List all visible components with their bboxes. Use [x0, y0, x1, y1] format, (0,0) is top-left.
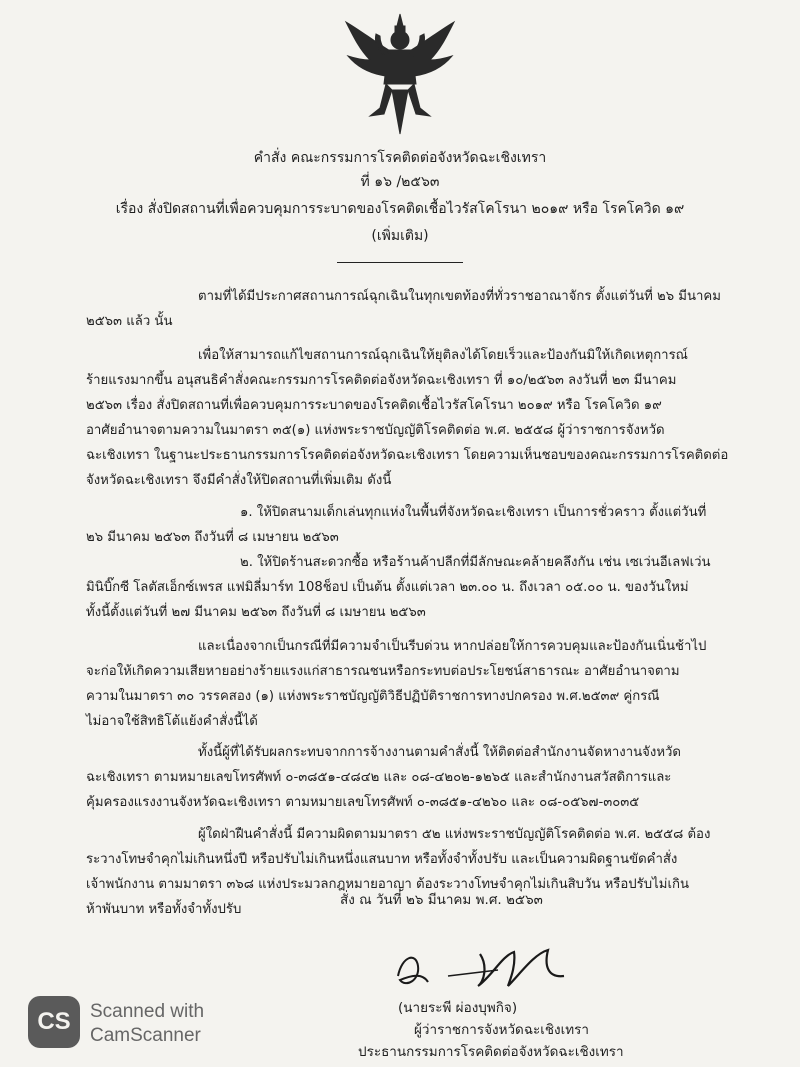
paragraph-urgency: และเนื่องจากเป็นกรณีที่มีความจำเป็นรีบด่วน หากปล่อยให้การควบคุมและป้องกันเนิ่นช้าไป จะก่อให้เกิดความเสียหายอย่างร้ายแรงแก่สาธารณชนหรือกระทบต่อประโยชน์สาธารณะ อาศัยอำนาจตาม ความในมาตรา ๓๐ วรรคสอง (๑) แห่งพระราชบัญญัติวิธีปฏิบัติราชการทางปกครอง พ.ศ.๒๕๓๙ คู่กรณี ไม่อาจใช้สิทธิโต้แย้งคำสั่งนี้ได้	[86, 639, 707, 729]
camscanner-watermark	[28, 996, 258, 1056]
order-number: ที่ ๑๖ /๒๕๖๓	[360, 174, 440, 190]
signoff-date: สั่ง ณ วันที่ ๒๖ มีนาคม พ.ศ. ๒๕๖๓	[340, 892, 543, 908]
signature	[388, 936, 588, 996]
garuda-emblem	[340, 12, 460, 137]
order-item-2: ๒. ให้ปิดร้านสะดวกซื้อ หรือร้านค้าปลีกที่มีลักษณะคล้ายคลึงกัน เช่น เซเว่นอีเลฟเว่น มินิบิ๊กซี โลตัสเอ็กซ์เพรส แฟมิลี่มาร์ท 108ช็อป เป็นต้น ตั้งแต่เวลา ๒๓.๐๐ น. ถึงเวลา ๐๕.๐๐ น. ของวันใหม่ ทั้งนี้ตั้งแต่วันที่ ๒๗ มีนาคม ๒๕๖๓ ถึงวันที่ ๘ เมษายน ๒๕๖๓	[86, 555, 711, 620]
watermark-line-1: Scanned with	[90, 1001, 205, 1022]
paragraph-basis: เพื่อให้สามารถแก้ไขสถานการณ์ฉุกเฉินให้ยุติลงได้โดยเร็วและป้องกันมิให้เกิดเหตุการณ์ ร้ายแรงมากขึ้น อนุสนธิคำสั่งคณะกรรมการโรคติดต่อจังหวัดฉะเชิงเทรา ที่ ๑๐/๒๕๖๓ ลงวันที่ ๒๓ มีนาคม ๒๕๖๓ เรื่อง สั่งปิดสถานที่เพื่อควบคุมการระบาดของโรคติดเชื้อไวรัสโคโรนา ๒๐๑๙ หรือ โรคโควิด ๑๙ อาศัยอำนาจตามความในมาตรา ๓๕(๑) แห่งพระราชบัญญัติโรคติดต่อ พ.ศ. ๒๕๕๘ ผู้ว่าราชการจังหวัด ฉะเชิงเทรา ในฐานะประธานกรรมการโรคติดต่อจังหวัดฉะเชิงเทรา โดยความเห็นชอบของคณะกรรมการโรคติดต่อ จังหวัดฉะเชิงเทรา จึงมีคำสั่งให้ปิดสถานที่เพิ่มเติม ดังนี้	[86, 348, 729, 488]
signatory-name: (นายระพี ผ่องบุพกิจ)	[398, 1000, 518, 1016]
paragraph-penalty: ผู้ใดฝ่าฝืนคำสั่งนี้ มีความผิดตามมาตรา ๕๒ แห่งพระราชบัญญัติโรคติดต่อ พ.ศ. ๒๕๕๘ ต้อง ระวางโทษจำคุกไม่เกินหนึ่งปี หรือปรับไม่เกินหนึ่งแสนบาท หรือทั้งจำทั้งปรับ และเป็นความผิดฐานขัดคำสั่ง เจ้าพนักงาน ตามมาตรา ๓๖๘ แห่งประมวลกฎหมายอาญา ต้องระวางโทษจำคุกไม่เกินสิบวัน หรือปรับไม่เกิน ห้าพันบาท หรือทั้งจำทั้งปรับ	[86, 827, 711, 917]
camscanner-logo-icon: CS	[28, 996, 80, 1048]
order-item-1: ๑. ให้ปิดสนามเด็กเล่นทุกแห่งในพื้นที่จังหวัดฉะเชิงเทรา เป็นการชั่วคราว ตั้งแต่วันที่ ๒๖ มีนาคม ๒๕๖๓ ถึงวันที่ ๘ เมษายน ๒๕๖๓	[86, 505, 707, 545]
signatory-title-2: ประธานกรรมการโรคติดต่อจังหวัดฉะเชิงเทรา	[358, 1044, 624, 1060]
paragraph-contacts: ทั้งนี้ผู้ที่ได้รับผลกระทบจากการจ้างงานตามคำสั่งนี้ ให้ติดต่อสำนักงานจัดหางานจังหวัด ฉะเชิงเทรา ตามหมายเลขโทรศัพท์ ๐-๓๘๕๑-๔๘๔๒ และ ๐๘-๔๒๐๒-๑๒๖๕ และสำนักงานสวัสดิการและ คุ้มครองแรงงานจังหวัดฉะเชิงเทรา ตามหมายเลขโทรศัพท์ ๐-๓๘๕๑-๔๒๖๐ และ ๐๘-๐๕๖๗-๓๐๓๕	[86, 745, 681, 810]
order-supplement: (เพิ่มเติม)	[371, 228, 429, 244]
divider	[337, 262, 463, 263]
watermark-line-2: CamScanner	[90, 1025, 201, 1046]
order-subject: เรื่อง สั่งปิดสถานที่เพื่อควบคุมการระบาดของโรคติดเชื้อไวรัสโคโรนา ๒๐๑๙ หรือ โรคโควิด ๑๙	[115, 201, 685, 217]
order-title: คำสั่ง คณะกรรมการโรคติดต่อจังหวัดฉะเชิงเทรา	[253, 150, 547, 166]
signatory-title: ผู้ว่าราชการจังหวัดฉะเชิงเทรา	[414, 1022, 589, 1038]
paragraph-preamble: ตามที่ได้มีประกาศสถานการณ์ฉุกเฉินในทุกเขตท้องที่ทั่วราชอาณาจักร ตั้งแต่วันที่ ๒๖ มีนาคม ๒๕๖๓ แล้ว นั้น	[86, 289, 721, 329]
